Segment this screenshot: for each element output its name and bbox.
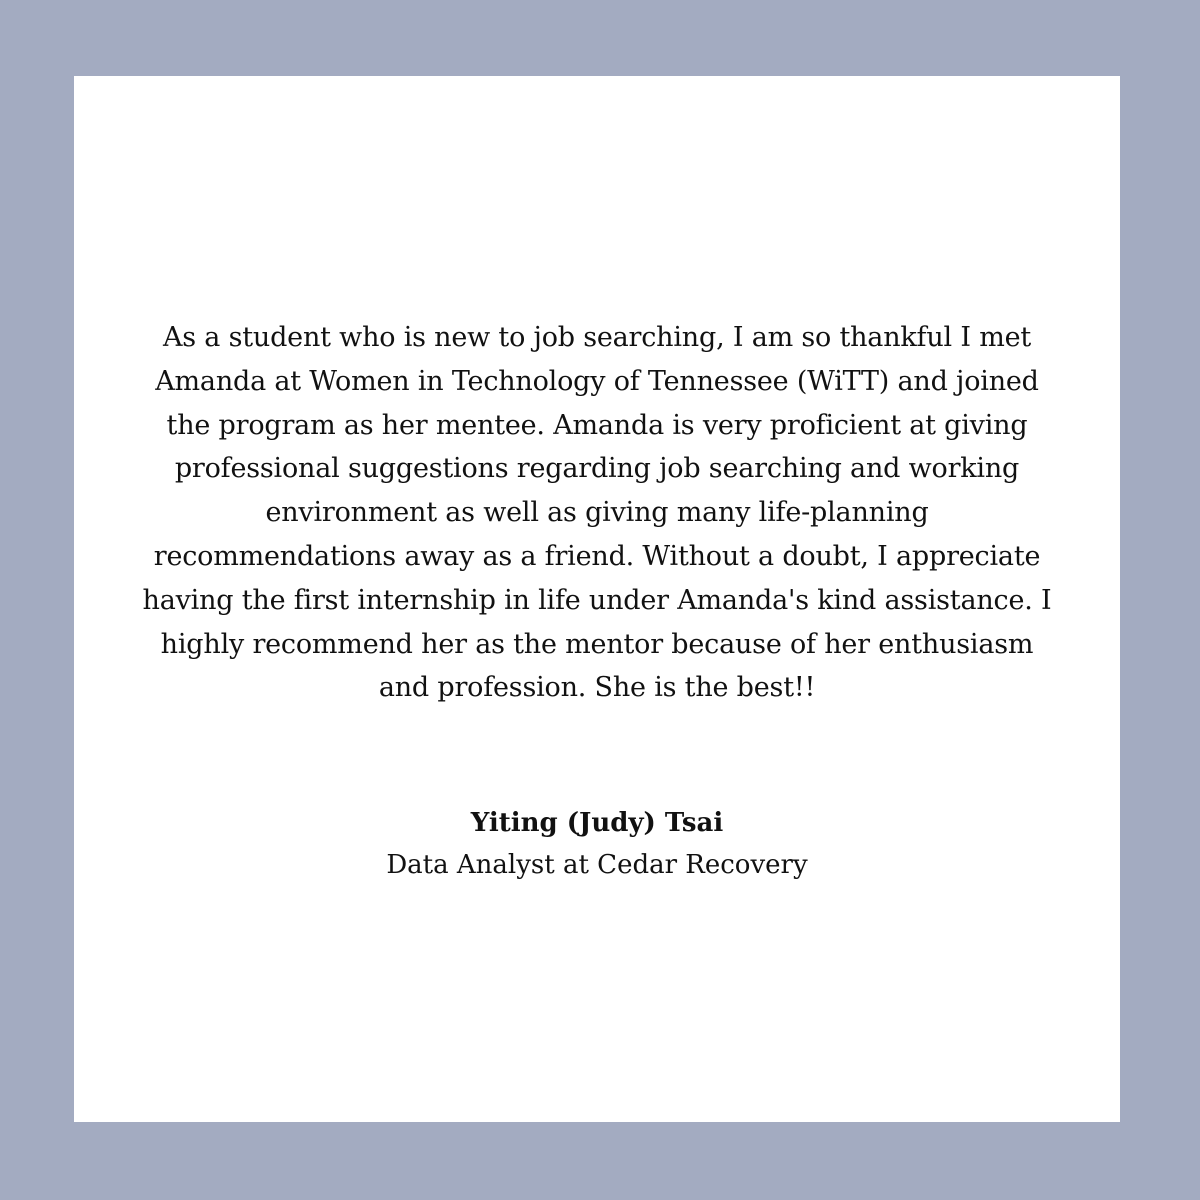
quote-line: professional suggestions regarding job searching and working [174,453,1020,485]
quote-line: recommendations away as a friend. Without a doubt, I appreciate [153,540,1041,572]
quote-line: and profession. She is the best!! [378,672,816,704]
quote-line: Amanda at Women in Technology of Tennessee (WiTT) and joined [155,365,1039,397]
author-role: Data Analyst at Cedar Recovery [386,850,808,880]
quote-line: As a student who is new to job searching, I am so thankful I met [162,322,1032,353]
quote-line: having the first internship in life under Amanda's kind assistance. I [142,584,1052,616]
testimonial-quote [110,316,1084,710]
quote-line: the program as her mentee. Amanda is very proficient at giving [166,409,1028,441]
author-name: Yiting (Judy) Tsai [470,808,724,838]
attribution [74,802,1120,886]
quote-line: highly recommend her as the mentor because of her enthusiasm [160,628,1034,660]
quote-line: environment as well as giving many life-planning [265,497,929,529]
testimonial-card [74,76,1120,1122]
